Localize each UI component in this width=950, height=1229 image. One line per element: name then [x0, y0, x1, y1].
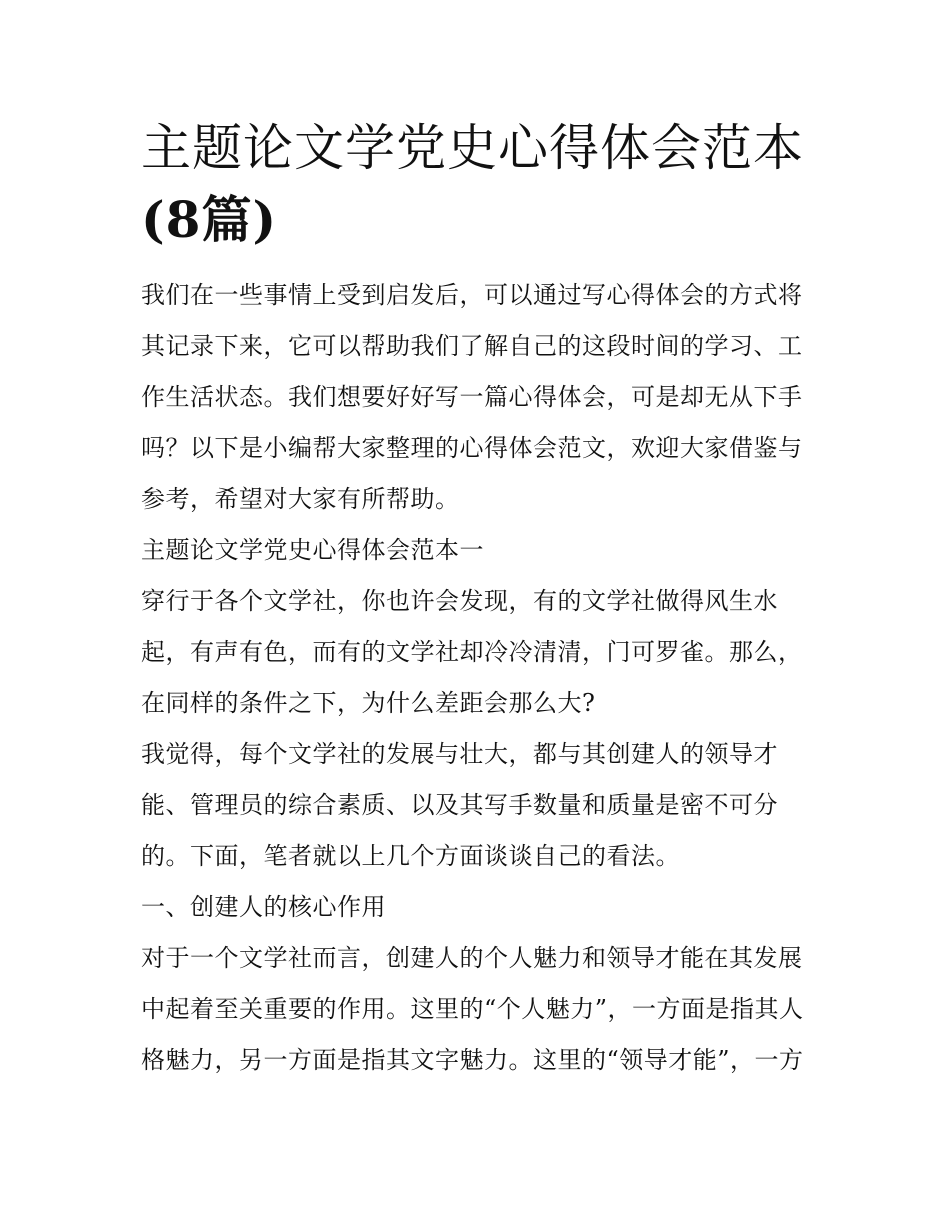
title-count: (8篇): [141, 190, 278, 249]
title-main: 主题论文学党史心得体会范本: [141, 119, 804, 177]
body-paragraph: 对于一个文学社而言，创建人的个人魅力和领导才能在其发展中起着至关重要的作用。这里的“个人魅力”，一方面是指其人格魅力，另一方面是指其文字魅力。这里的“领导才能”，一方: [141, 944, 804, 1074]
section-heading-essay-one: 主题论文学党史心得体会范本一: [141, 536, 484, 564]
body-paragraph: 穿行于各个文学社，你也许会发现，有的文学社做得风生水起，有声有色，而有的文学社却冷冷清清，门可罗雀。那么，在同样的条件之下，为什么差距会那么大?: [141, 587, 803, 717]
subheading-founder-role: 一、创建人的核心作用: [141, 893, 386, 921]
document-title: [141, 112, 821, 256]
intro-paragraph: 我们在一些事情上受到启发后，可以通过写心得体会的方式将其记录下来，它可以帮助我们了解自己的这段时间的学习、工作生活状态。我们想要好好写一篇心得体会，可是却无从下手吗？以下是小编帮大家整理的心得体会范文，欢迎大家借鉴与参考，希望对大家有所帮助。: [141, 281, 803, 513]
document-body: [141, 112, 821, 1086]
body-paragraph: 我觉得，每个文学社的发展与壮大，都与其创建人的领导才能、管理员的综合素质、以及其写手数量和质量是密不可分的。下面，笔者就以上几个方面谈谈自己的看法。: [141, 740, 778, 870]
